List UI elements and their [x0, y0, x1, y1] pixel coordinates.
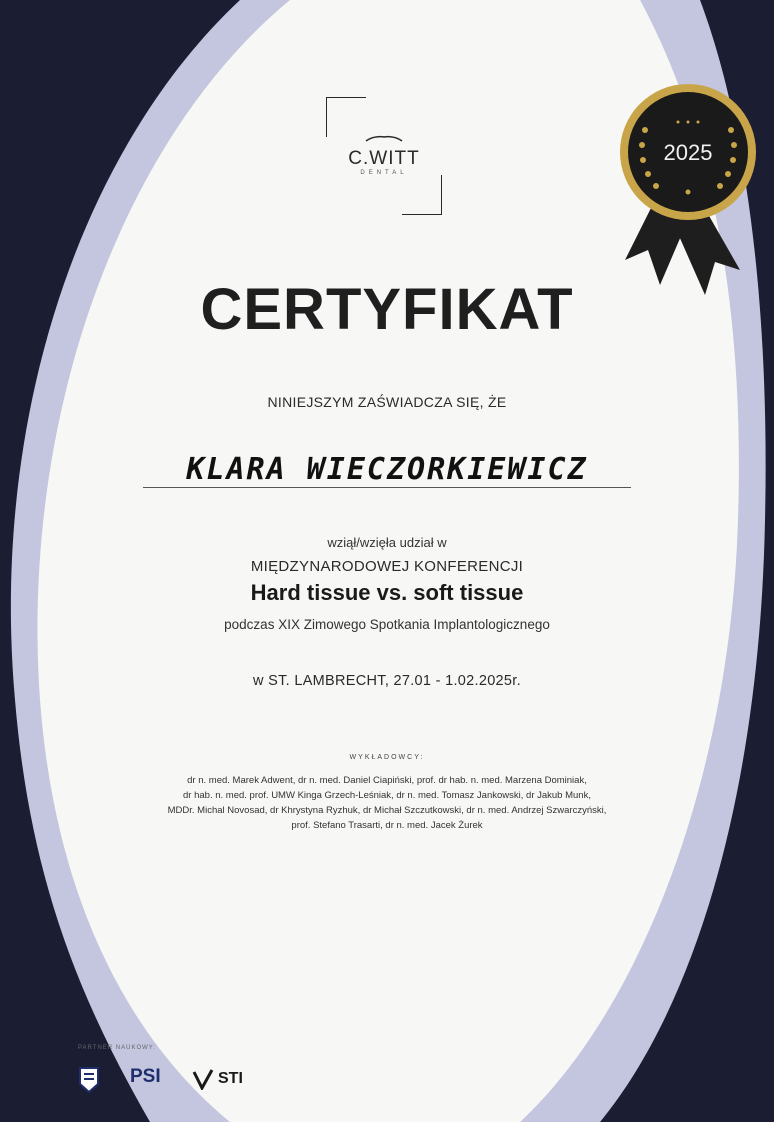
badge-year: 2025 — [663, 140, 713, 165]
recipient-name: KLARA WIECZORKIEWICZ — [186, 452, 588, 487]
recipient-underline — [143, 487, 631, 488]
sti-logo: STI — [218, 1070, 243, 1087]
place-and-date: w ST. LAMBRECHT, 27.01 - 1.02.2025r. — [253, 673, 521, 689]
conference-type: MIĘDZYNARODOWEJ KONFERENCJI — [250, 558, 524, 575]
lecturers-line: prof. Stefano Trasarti, dr n. med. Jacek Żurek — [291, 820, 483, 831]
lecturers-line: dr n. med. Marek Adwent, dr n. med. Daniel Ciapiński, prof. dr hab. n. med. Marzena Dominiak, — [187, 775, 587, 786]
certificate-title: CERTYFIKAT — [200, 277, 574, 342]
psi-logo: PSI — [130, 1066, 161, 1087]
tooth-icon — [366, 137, 402, 141]
lecturers-line: dr hab. n. med. prof. UMW Kinga Grzech-Leśniak, dr n. med. Tomasz Jankowski, dr Jakub Munk, — [183, 790, 591, 801]
participation-text: wziął/wzięła udział w — [327, 535, 447, 550]
lecturers-list — [0, 773, 774, 833]
partner-label: PARTNER NAUKOWY: — [78, 1045, 157, 1051]
brand-subtitle: DENTAL — [360, 170, 408, 176]
certificate-intro: NINIEJSZYM ZAŚWIADCZA SIĘ, ŻE — [267, 394, 507, 410]
lecturers-line: MDDr. Michal Novosad, dr Khrystyna Ryzhuk, dr Michał Szczutkowski, dr n. med. Andrzej Szwarczyński, — [167, 805, 607, 816]
conference-topic: Hard tissue vs. soft tissue — [250, 580, 524, 605]
brand-name: C.WITT — [348, 148, 420, 169]
event-name: podczas XIX Zimowego Spotkania Implantologicznego — [224, 617, 550, 632]
sti-logo-icon — [192, 1068, 214, 1090]
lecturers-label: WYKŁADOWCY: — [349, 754, 425, 761]
pts-logo-icon — [78, 1066, 100, 1094]
